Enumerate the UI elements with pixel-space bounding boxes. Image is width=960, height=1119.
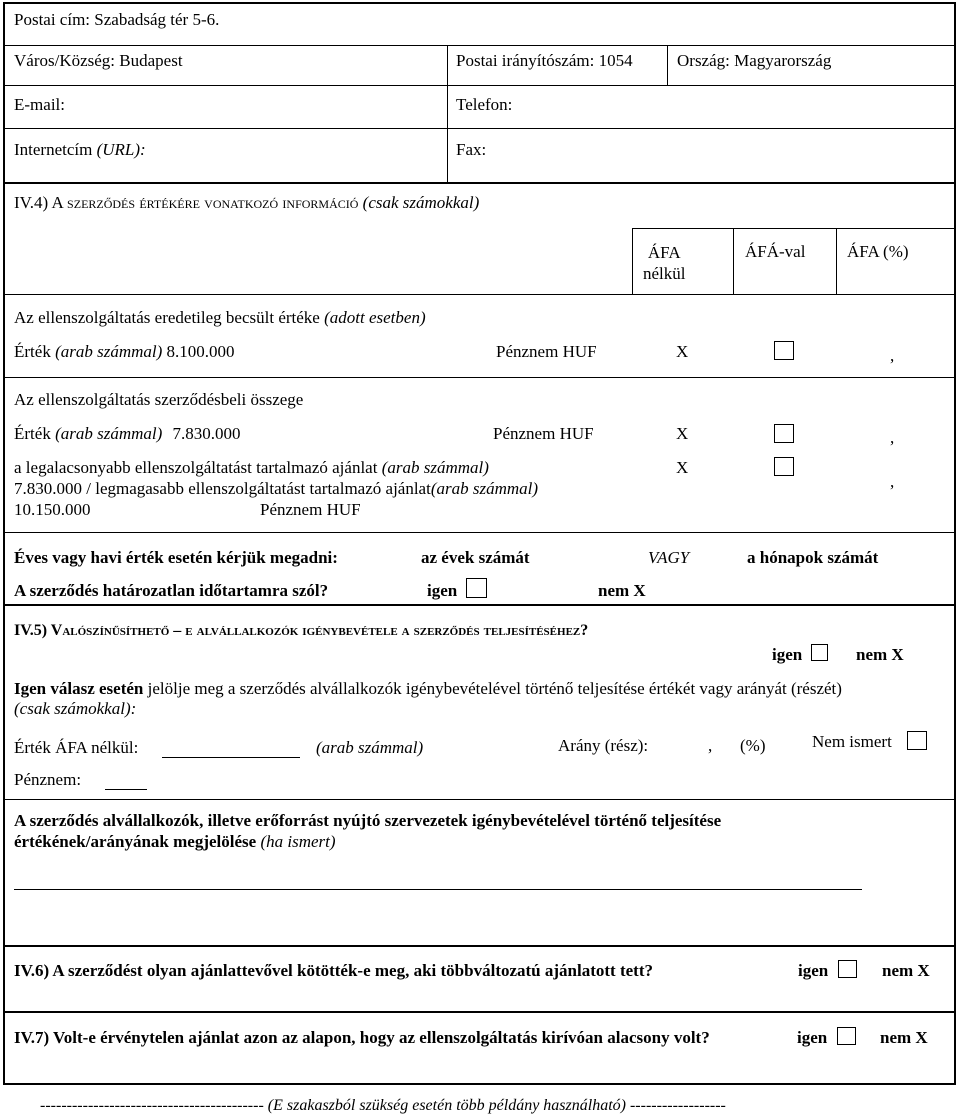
iv6-question: IV.6) A szerződést olyan ajánlattevővel kötötték-e meg, aki többváltozatú ajánlatott tett?: [14, 961, 653, 980]
iv5-value-field[interactable]: [162, 757, 300, 758]
iv5-instruction-hint: (csak számokkal):: [14, 699, 137, 718]
col-afa-nelkul-line2: nélkül: [643, 264, 686, 283]
range-net-mark: X: [676, 458, 689, 477]
value-hint: (arab számmal): [55, 424, 163, 443]
instruction-rest: jelölje meg a szerződés alvállalkozók igénybevételével történő teljesítése értékét vagy arányát (részét): [143, 679, 842, 698]
contract-value-row: [14, 424, 241, 444]
subcontract-title: A szerződés alvállalkozók, illetve erőforrást nyújtó szervezetek igénybevételével történő teljesítése: [14, 811, 722, 830]
contract-gross-checkbox[interactable]: [774, 424, 794, 443]
subcontract-field[interactable]: [14, 889, 862, 890]
instruction-bold: Igen válasz esetén: [14, 679, 144, 698]
iv6-no-label: [882, 961, 930, 981]
range-pct-comma: ,: [890, 472, 895, 491]
divider: [3, 604, 956, 606]
postal-address: Postai cím: Szabadság tér 5-6.: [14, 10, 220, 29]
col-afa-nelkul: [643, 242, 686, 284]
iv5-ratio-pct: (%): [740, 736, 766, 755]
frame-left: [3, 2, 5, 1085]
estimated-title: [14, 308, 426, 328]
divider: [632, 228, 633, 294]
iv5-yes-label: igen: [772, 645, 803, 664]
url-hint: (URL):: [96, 140, 146, 159]
value-label: Érték: [14, 424, 51, 443]
iv5-unknown-checkbox[interactable]: [907, 731, 927, 750]
indefinite-yes-checkbox[interactable]: [466, 578, 487, 598]
divider: [3, 85, 956, 86]
iv5-currency-label: Pénznem:: [14, 770, 82, 789]
estimated-value: 8.100.000: [166, 342, 235, 361]
yearly-label: Éves vagy havi érték esetén kérjük megadni:: [14, 548, 338, 567]
estimated-title-text: Az ellenszolgáltatás eredetileg becsült értéke: [14, 308, 320, 327]
estimated-pct-comma: ,: [890, 346, 895, 365]
iv5-currency-field[interactable]: [105, 789, 147, 790]
phone: Telefon:: [456, 95, 513, 114]
iv5-ratio-label: Arány (rész):: [558, 736, 649, 755]
divider: [667, 46, 668, 85]
frame-right: [954, 2, 956, 1085]
col-afa-pct: ÁFA (%): [847, 242, 909, 261]
subcontract-bold2: értékének/arányának megjelölése: [14, 832, 257, 851]
estimated-title-hint: (adott esetben): [324, 308, 426, 327]
iv5-ratio-comma: ,: [708, 736, 713, 755]
footer-dashes-right: ------------------: [629, 1097, 726, 1114]
contract-pct-comma: ,: [890, 428, 895, 447]
section-iv5-heading: IV.5) Valószínűsíthető – e alvállalkozók igénybevétele a szerződés teljesítéséhez?: [14, 622, 589, 639]
range-gross-checkbox[interactable]: [774, 457, 794, 476]
iv6-no-text: nem X: [882, 961, 930, 980]
divider: [3, 377, 956, 378]
iv5-instruction: [14, 679, 842, 699]
divider: [3, 294, 956, 295]
divider: [3, 945, 956, 947]
indefinite-yes-label: igen: [427, 581, 458, 600]
estimated-currency: Pénznem HUF: [496, 342, 597, 361]
divider: [3, 45, 956, 46]
frame-bottom: [3, 1083, 956, 1085]
divider: [836, 228, 837, 294]
col-afaval: ÁFÁ-val: [745, 242, 806, 261]
iv7-question: IV.7) Volt-e érvénytelen ajánlat azon az alapon, hogy az ellenszolgáltatás kirívóan alacsony volt?: [14, 1028, 710, 1047]
value-hint: (arab számmal): [55, 342, 163, 361]
iv5-unknown-label: Nem ismert: [812, 732, 892, 751]
iv6-yes-label: igen: [798, 961, 829, 980]
estimated-net-mark: X: [676, 342, 689, 361]
lowest-hint: (arab számmal): [381, 458, 489, 477]
contract-net-mark: X: [676, 424, 689, 443]
divider: [3, 799, 956, 800]
internet-address: [14, 140, 146, 160]
iv5-no-label: nem X: [856, 645, 904, 664]
iv7-no-label: nem X: [880, 1028, 928, 1047]
city: Város/Község: Budapest: [14, 51, 183, 70]
iv6-yes-checkbox[interactable]: [838, 960, 857, 978]
highest-offer-line: [14, 479, 538, 499]
iv7-yes-label: igen: [797, 1028, 828, 1047]
footer-dashes-left: ------------------------------------------: [40, 1097, 264, 1114]
footer-note: [40, 1097, 726, 1115]
iv5-value-label: Érték ÁFA nélkül:: [14, 738, 139, 757]
frame-top: [3, 2, 956, 4]
lowest-label: a legalacsonyabb ellenszolgáltatást tartalmazó ajánlat: [14, 458, 378, 477]
contract-currency: Pénznem HUF: [493, 424, 594, 443]
highest-value: 10.150.000: [14, 500, 91, 519]
estimated-gross-checkbox[interactable]: [774, 341, 794, 360]
lowest-offer-line: [14, 458, 489, 478]
email: E-mail:: [14, 95, 65, 114]
heading-hint: (csak számokkal): [362, 193, 480, 212]
divider: [632, 228, 954, 229]
contract-title: Az ellenszolgáltatás szerződésbeli összege: [14, 390, 304, 409]
fax: Fax:: [456, 140, 487, 159]
or-label: VAGY: [648, 548, 690, 567]
divider: [733, 228, 734, 294]
iv5-value-hint: (arab számmal): [316, 738, 424, 757]
months-label: a hónapok számát: [747, 548, 879, 567]
divider: [3, 128, 956, 129]
url-label: Internetcím: [14, 140, 93, 159]
footer-note-text: (E szakaszból szükség esetén több példány használható): [267, 1097, 626, 1114]
contract-value: 7.830.000: [172, 424, 241, 443]
divider: [447, 46, 448, 183]
highest-hint: (arab számmal): [430, 479, 539, 498]
value-label: Érték: [14, 342, 51, 361]
lowest-value-line: 7.830.000 / legmagasabb ellenszolgáltatást tartalmazó ajánlat: [14, 479, 431, 498]
iv5-yes-checkbox[interactable]: [811, 644, 828, 661]
zip-code: Postai irányítószám: 1054: [456, 51, 633, 70]
col-afa-nelkul-line1: ÁFA: [647, 243, 681, 262]
indefinite-no-label: nem X: [598, 581, 646, 600]
divider: [3, 182, 956, 184]
subcontract-title-2: [14, 832, 336, 852]
estimated-value-row: [14, 342, 235, 362]
country: Ország: Magyarország: [677, 51, 832, 70]
range-currency: Pénznem HUF: [260, 500, 361, 519]
divider: [3, 1011, 956, 1013]
section-iv4-heading: [14, 193, 479, 213]
years-label: az évek számát: [421, 548, 530, 567]
subcontract-hint: (ha ismert): [260, 832, 336, 851]
iv7-yes-checkbox[interactable]: [837, 1027, 856, 1045]
divider: [3, 532, 956, 533]
indefinite-question: A szerződés határozatlan időtartamra szól?: [14, 581, 329, 600]
heading-text: IV.4) A szerződés értékére vonatkozó információ: [14, 193, 359, 212]
